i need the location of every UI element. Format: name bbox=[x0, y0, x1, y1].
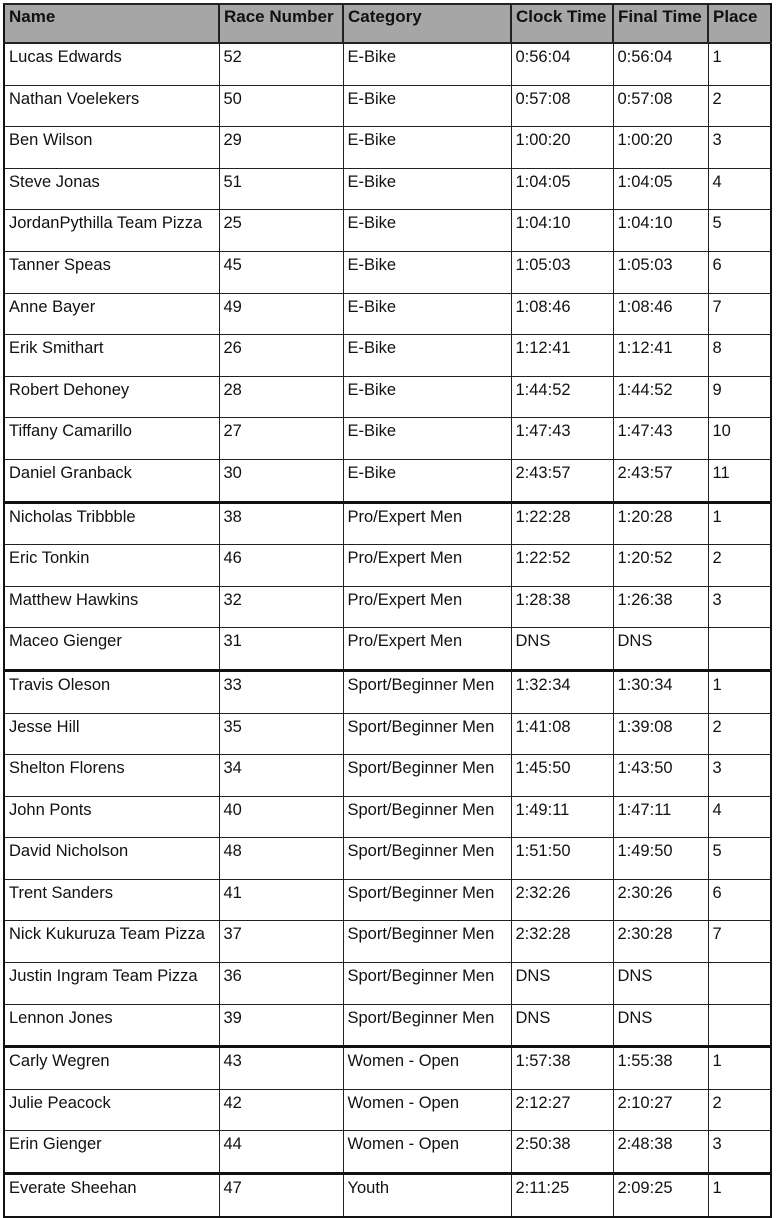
cell-name: Shelton Florens bbox=[4, 755, 219, 797]
cell-category: E-Bike bbox=[343, 43, 511, 85]
cell-place bbox=[708, 963, 771, 1005]
cell-place: 3 bbox=[708, 127, 771, 169]
cell-clock-time: 1:05:03 bbox=[511, 251, 613, 293]
cell-name: Matthew Hawkins bbox=[4, 586, 219, 628]
cell-category: E-Bike bbox=[343, 251, 511, 293]
race-results-table bbox=[3, 3, 772, 1218]
table-row bbox=[4, 670, 771, 713]
cell-category: Pro/Expert Men bbox=[343, 586, 511, 628]
table-row bbox=[4, 251, 771, 293]
cell-name: Julie Peacock bbox=[4, 1089, 219, 1131]
cell-final-time: 2:30:28 bbox=[613, 921, 708, 963]
cell-place: 1 bbox=[708, 670, 771, 713]
cell-clock-time: 1:00:20 bbox=[511, 127, 613, 169]
cell-final-time: 1:12:41 bbox=[613, 335, 708, 377]
cell-place: 2 bbox=[708, 85, 771, 127]
cell-name: Justin Ingram Team Pizza bbox=[4, 963, 219, 1005]
cell-race-number: 50 bbox=[219, 85, 343, 127]
cell-clock-time: 2:11:25 bbox=[511, 1174, 613, 1217]
cell-race-number: 49 bbox=[219, 293, 343, 335]
cell-place: 2 bbox=[708, 1089, 771, 1131]
cell-race-number: 45 bbox=[219, 251, 343, 293]
cell-place: 1 bbox=[708, 43, 771, 85]
cell-race-number: 40 bbox=[219, 796, 343, 838]
cell-name: Robert Dehoney bbox=[4, 376, 219, 418]
cell-race-number: 36 bbox=[219, 963, 343, 1005]
cell-race-number: 41 bbox=[219, 879, 343, 921]
table-row bbox=[4, 921, 771, 963]
table-row bbox=[4, 713, 771, 755]
table-row bbox=[4, 838, 771, 880]
cell-final-time: 1:08:46 bbox=[613, 293, 708, 335]
cell-clock-time: 1:12:41 bbox=[511, 335, 613, 377]
cell-final-time: 2:10:27 bbox=[613, 1089, 708, 1131]
cell-place: 4 bbox=[708, 796, 771, 838]
table-row bbox=[4, 293, 771, 335]
cell-clock-time: 1:32:34 bbox=[511, 670, 613, 713]
cell-place: 5 bbox=[708, 210, 771, 252]
cell-race-number: 47 bbox=[219, 1174, 343, 1217]
table-row bbox=[4, 1004, 771, 1047]
header-final-time: Final Time bbox=[613, 4, 708, 43]
table-row bbox=[4, 1174, 771, 1217]
cell-category: E-Bike bbox=[343, 376, 511, 418]
header-race-number: Race Number bbox=[219, 4, 343, 43]
cell-category: E-Bike bbox=[343, 210, 511, 252]
cell-race-number: 30 bbox=[219, 459, 343, 502]
cell-name: Carly Wegren bbox=[4, 1047, 219, 1090]
cell-name: Maceo Gienger bbox=[4, 628, 219, 671]
cell-clock-time: 1:47:43 bbox=[511, 418, 613, 460]
cell-final-time: 1:44:52 bbox=[613, 376, 708, 418]
table-row bbox=[4, 335, 771, 377]
cell-category: E-Bike bbox=[343, 418, 511, 460]
cell-final-time: 1:26:38 bbox=[613, 586, 708, 628]
cell-clock-time: 2:32:26 bbox=[511, 879, 613, 921]
cell-category: E-Bike bbox=[343, 168, 511, 210]
cell-name: Daniel Granback bbox=[4, 459, 219, 502]
header-place: Place bbox=[708, 4, 771, 43]
table-row bbox=[4, 418, 771, 460]
header-name: Name bbox=[4, 4, 219, 43]
cell-clock-time: DNS bbox=[511, 963, 613, 1005]
cell-clock-time: 1:44:52 bbox=[511, 376, 613, 418]
cell-name: Jesse Hill bbox=[4, 713, 219, 755]
cell-category: E-Bike bbox=[343, 85, 511, 127]
cell-race-number: 43 bbox=[219, 1047, 343, 1090]
cell-final-time: 1:05:03 bbox=[613, 251, 708, 293]
cell-category: E-Bike bbox=[343, 335, 511, 377]
cell-final-time: DNS bbox=[613, 1004, 708, 1047]
header-row bbox=[4, 4, 771, 43]
cell-final-time: 1:04:10 bbox=[613, 210, 708, 252]
cell-race-number: 32 bbox=[219, 586, 343, 628]
cell-name: JordanPythilla Team Pizza bbox=[4, 210, 219, 252]
cell-race-number: 44 bbox=[219, 1131, 343, 1174]
cell-place: 9 bbox=[708, 376, 771, 418]
table-row bbox=[4, 210, 771, 252]
cell-place: 3 bbox=[708, 586, 771, 628]
table-row bbox=[4, 545, 771, 587]
cell-race-number: 27 bbox=[219, 418, 343, 460]
cell-final-time: 1:47:11 bbox=[613, 796, 708, 838]
cell-final-time: 1:39:08 bbox=[613, 713, 708, 755]
cell-clock-time: 0:56:04 bbox=[511, 43, 613, 85]
cell-category: Women - Open bbox=[343, 1047, 511, 1090]
cell-place: 5 bbox=[708, 838, 771, 880]
cell-clock-time: 1:04:10 bbox=[511, 210, 613, 252]
cell-race-number: 42 bbox=[219, 1089, 343, 1131]
table-row bbox=[4, 755, 771, 797]
cell-name: Anne Bayer bbox=[4, 293, 219, 335]
cell-final-time: 1:20:28 bbox=[613, 502, 708, 545]
cell-category: E-Bike bbox=[343, 127, 511, 169]
cell-race-number: 52 bbox=[219, 43, 343, 85]
cell-name: Ben Wilson bbox=[4, 127, 219, 169]
cell-final-time: 0:56:04 bbox=[613, 43, 708, 85]
cell-name: Eric Tonkin bbox=[4, 545, 219, 587]
cell-race-number: 29 bbox=[219, 127, 343, 169]
cell-place: 3 bbox=[708, 1131, 771, 1174]
cell-race-number: 34 bbox=[219, 755, 343, 797]
cell-final-time: 2:48:38 bbox=[613, 1131, 708, 1174]
cell-clock-time: 1:22:52 bbox=[511, 545, 613, 587]
cell-place: 1 bbox=[708, 1174, 771, 1217]
cell-place: 4 bbox=[708, 168, 771, 210]
table-row bbox=[4, 127, 771, 169]
table-row bbox=[4, 1089, 771, 1131]
cell-race-number: 37 bbox=[219, 921, 343, 963]
cell-category: Sport/Beginner Men bbox=[343, 713, 511, 755]
cell-place: 6 bbox=[708, 251, 771, 293]
cell-name: Nicholas Tribbble bbox=[4, 502, 219, 545]
table-row bbox=[4, 796, 771, 838]
cell-clock-time: 2:32:28 bbox=[511, 921, 613, 963]
cell-clock-time: DNS bbox=[511, 1004, 613, 1047]
cell-clock-time: 0:57:08 bbox=[511, 85, 613, 127]
cell-place bbox=[708, 628, 771, 671]
table-row bbox=[4, 963, 771, 1005]
cell-category: Sport/Beginner Men bbox=[343, 755, 511, 797]
table-row bbox=[4, 1131, 771, 1174]
cell-category: Pro/Expert Men bbox=[343, 545, 511, 587]
table-row bbox=[4, 586, 771, 628]
cell-place: 7 bbox=[708, 921, 771, 963]
header-category: Category bbox=[343, 4, 511, 43]
cell-name: Erin Gienger bbox=[4, 1131, 219, 1174]
cell-final-time: 1:04:05 bbox=[613, 168, 708, 210]
cell-race-number: 46 bbox=[219, 545, 343, 587]
cell-name: Tanner Speas bbox=[4, 251, 219, 293]
table-row bbox=[4, 168, 771, 210]
cell-final-time: 2:09:25 bbox=[613, 1174, 708, 1217]
cell-category: Sport/Beginner Men bbox=[343, 670, 511, 713]
table-row bbox=[4, 43, 771, 85]
cell-category: Sport/Beginner Men bbox=[343, 921, 511, 963]
cell-final-time: 1:49:50 bbox=[613, 838, 708, 880]
cell-clock-time: 1:51:50 bbox=[511, 838, 613, 880]
cell-name: Nathan Voelekers bbox=[4, 85, 219, 127]
cell-race-number: 39 bbox=[219, 1004, 343, 1047]
cell-clock-time: 2:43:57 bbox=[511, 459, 613, 502]
cell-clock-time: 1:49:11 bbox=[511, 796, 613, 838]
table-body bbox=[4, 43, 771, 1217]
cell-category: Women - Open bbox=[343, 1131, 511, 1174]
table-row bbox=[4, 502, 771, 545]
cell-category: Sport/Beginner Men bbox=[343, 963, 511, 1005]
cell-name: Erik Smithart bbox=[4, 335, 219, 377]
cell-race-number: 33 bbox=[219, 670, 343, 713]
cell-place bbox=[708, 1004, 771, 1047]
cell-name: David Nicholson bbox=[4, 838, 219, 880]
cell-name: Lucas Edwards bbox=[4, 43, 219, 85]
table-row bbox=[4, 459, 771, 502]
cell-clock-time: 1:41:08 bbox=[511, 713, 613, 755]
cell-category: E-Bike bbox=[343, 459, 511, 502]
cell-final-time: 1:30:34 bbox=[613, 670, 708, 713]
cell-name: Tiffany Camarillo bbox=[4, 418, 219, 460]
cell-clock-time: 2:50:38 bbox=[511, 1131, 613, 1174]
cell-race-number: 25 bbox=[219, 210, 343, 252]
cell-name: Lennon Jones bbox=[4, 1004, 219, 1047]
cell-place: 1 bbox=[708, 1047, 771, 1090]
cell-category: Sport/Beginner Men bbox=[343, 838, 511, 880]
cell-clock-time: 1:28:38 bbox=[511, 586, 613, 628]
table-header bbox=[4, 4, 771, 43]
cell-race-number: 31 bbox=[219, 628, 343, 671]
cell-category: Youth bbox=[343, 1174, 511, 1217]
cell-final-time: DNS bbox=[613, 963, 708, 1005]
cell-clock-time: DNS bbox=[511, 628, 613, 671]
cell-name: John Ponts bbox=[4, 796, 219, 838]
cell-category: Pro/Expert Men bbox=[343, 502, 511, 545]
cell-clock-time: 1:45:50 bbox=[511, 755, 613, 797]
cell-final-time: 0:57:08 bbox=[613, 85, 708, 127]
cell-final-time: DNS bbox=[613, 628, 708, 671]
cell-place: 3 bbox=[708, 755, 771, 797]
cell-race-number: 28 bbox=[219, 376, 343, 418]
cell-race-number: 51 bbox=[219, 168, 343, 210]
cell-category: Sport/Beginner Men bbox=[343, 1004, 511, 1047]
cell-clock-time: 1:57:38 bbox=[511, 1047, 613, 1090]
cell-name: Nick Kukuruza Team Pizza bbox=[4, 921, 219, 963]
cell-category: E-Bike bbox=[343, 293, 511, 335]
cell-place: 7 bbox=[708, 293, 771, 335]
cell-place: 2 bbox=[708, 713, 771, 755]
cell-clock-time: 1:08:46 bbox=[511, 293, 613, 335]
table-row bbox=[4, 628, 771, 671]
cell-race-number: 26 bbox=[219, 335, 343, 377]
cell-place: 11 bbox=[708, 459, 771, 502]
cell-place: 8 bbox=[708, 335, 771, 377]
cell-category: Sport/Beginner Men bbox=[343, 796, 511, 838]
header-clock-time: Clock Time bbox=[511, 4, 613, 43]
table-row bbox=[4, 879, 771, 921]
cell-category: Sport/Beginner Men bbox=[343, 879, 511, 921]
cell-name: Trent Sanders bbox=[4, 879, 219, 921]
cell-name: Travis Oleson bbox=[4, 670, 219, 713]
cell-final-time: 2:43:57 bbox=[613, 459, 708, 502]
cell-category: Women - Open bbox=[343, 1089, 511, 1131]
cell-final-time: 1:55:38 bbox=[613, 1047, 708, 1090]
cell-name: Steve Jonas bbox=[4, 168, 219, 210]
cell-clock-time: 2:12:27 bbox=[511, 1089, 613, 1131]
cell-place: 2 bbox=[708, 545, 771, 587]
table-row bbox=[4, 1047, 771, 1090]
cell-place: 6 bbox=[708, 879, 771, 921]
cell-final-time: 2:30:26 bbox=[613, 879, 708, 921]
cell-place: 10 bbox=[708, 418, 771, 460]
cell-race-number: 38 bbox=[219, 502, 343, 545]
cell-clock-time: 1:04:05 bbox=[511, 168, 613, 210]
cell-clock-time: 1:22:28 bbox=[511, 502, 613, 545]
table-row bbox=[4, 85, 771, 127]
cell-final-time: 1:00:20 bbox=[613, 127, 708, 169]
cell-final-time: 1:43:50 bbox=[613, 755, 708, 797]
cell-category: Pro/Expert Men bbox=[343, 628, 511, 671]
cell-name: Everate Sheehan bbox=[4, 1174, 219, 1217]
cell-final-time: 1:47:43 bbox=[613, 418, 708, 460]
cell-race-number: 48 bbox=[219, 838, 343, 880]
cell-place: 1 bbox=[708, 502, 771, 545]
table-row bbox=[4, 376, 771, 418]
cell-race-number: 35 bbox=[219, 713, 343, 755]
cell-final-time: 1:20:52 bbox=[613, 545, 708, 587]
